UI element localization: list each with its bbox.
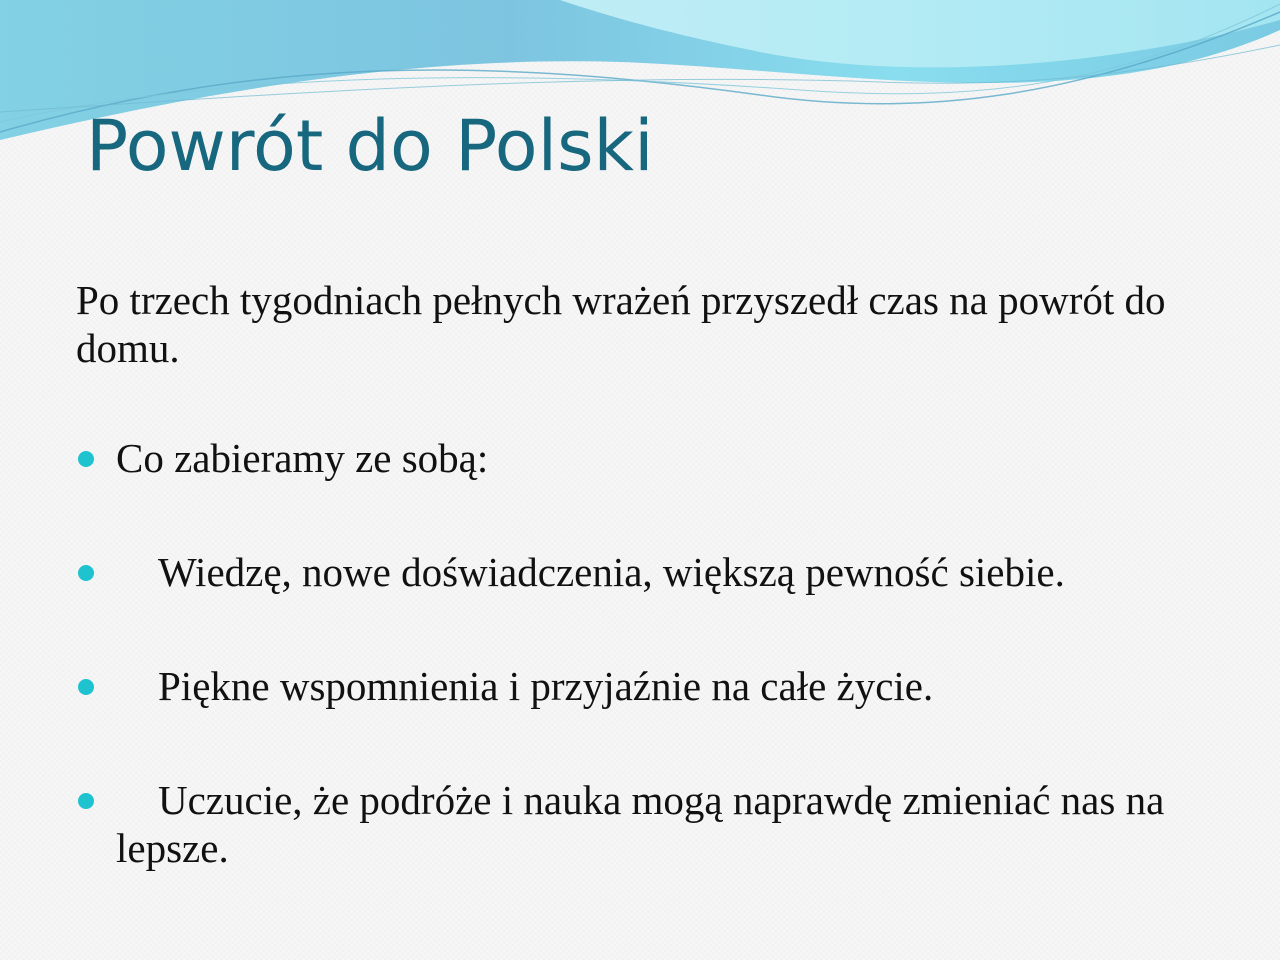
bullet-item-4 [76, 776, 1206, 872]
bullet-item-3 [76, 662, 1206, 710]
bullet-text: Co zabieramy ze sobą: [116, 435, 489, 481]
bullet-item-2 [76, 548, 1206, 596]
bullet-text: Wiedzę, nowe doświadczenia, większą pewność siebie. [158, 549, 1065, 595]
bullet-text: Uczucie, że podróże i nauka mogą naprawdę zmieniać nas na lepsze. [116, 777, 1165, 871]
bullet-text: Piękne wspomnienia i przyjaźnie na całe życie. [158, 663, 934, 709]
slide-title: Powrót do Polski [86, 105, 654, 187]
bullet-item-1 [76, 434, 1206, 482]
bullet-list [76, 434, 1206, 938]
bullet-icon [78, 565, 94, 581]
bullet-icon [78, 451, 94, 467]
bullet-icon [78, 679, 94, 695]
intro-text: Po trzech tygodniach pełnych wrażeń przyszedł czas na powrót do domu. [76, 277, 1166, 371]
bullet-icon [78, 793, 94, 809]
